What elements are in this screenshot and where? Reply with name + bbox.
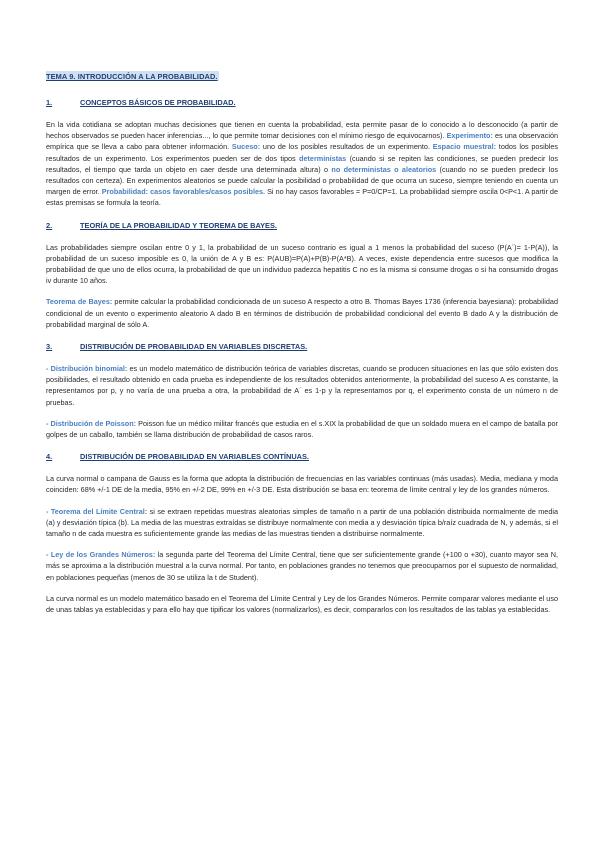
text-run: si se extraen repetidas muestras aleatorias simples de tamaño n a partir de una población distribuida normalmente de media (a) y desviación típica (b). La media de las muestras extraídas se distribuye normalmente con media a y desviación típica b/raíz cuadrada de N, y además, si el tamaño n de cada muestra es suficientemente grande las medias de las muestras tienden a distribuirse normalmente. <box>46 506 558 539</box>
document-page <box>46 66 558 625</box>
text-run: En la vida cotidiana se adoptan muchas decisiones que tienen en cuenta la probabilidad, esta permite pasar de lo conocido a lo desconocido (a partir de hechos observados se pueden hacer inferencias..., lo que permite tomar decisiones con el mínimo riesgo de equivocarnos). <box>46 120 558 141</box>
text-run: es un modelo matemático de distribución teórica de variables discretas, cuando se producen situaciones en las que sólo existen dos posibilidades, el resultado obtenido en cada prueba es independiente de los resultados obtenidos anteriormente, la probabilidad del suceso A es constante, la representamos por p, y no varía de una prueba a otra, la probabilidad de A´ es 1-p y la representamos por q, el experimento consta de un número n de pruebas. <box>46 364 558 407</box>
term-espacio-muestral: Espacio muestral: <box>432 142 497 152</box>
section-number: 2. <box>46 220 53 230</box>
text-run: (cuando no se pueden predecir los resultados con certeza). En experimentos aleatorios se puede calcular la posibilidad o probabilidad de que ocurra un suceso, siempre teniendo en cuenta un margen de error. <box>46 164 558 197</box>
term-deterministas: deterministas <box>299 153 347 163</box>
term-grandes-numeros: - Ley de los Grandes Números: <box>46 550 156 560</box>
term-limite-central: - Teorema del Límite Central: <box>46 506 148 516</box>
section-number: 4. <box>46 452 53 462</box>
section-title: DISTRIBUCIÓN DE PROBABILIDAD EN VARIABLES DISCRETAS. <box>80 342 308 352</box>
term-probabilidad: Probabilidad: casos favorables/casos posibles. <box>101 187 266 197</box>
term-poisson: - Distribución de Poisson: <box>46 418 137 428</box>
paragraph-large-numbers <box>46 549 558 583</box>
paragraph-central-limit <box>46 506 558 540</box>
term-experimento: Experimento: <box>446 131 493 141</box>
paragraph-normal-model: La curva normal es un modelo matemático basado en el Teorema del Límite Central y Ley de los Grandes Números. Permite comparar valores mediante el uso de unas tablas ya establecidas y para ello hay que tipificar los valores (normalizarlos), es decir, compararlos con los resultados de las tablas ya establecidas. <box>46 593 558 615</box>
text-run: todos los posibles resultados de un experimento. Los experimentos pueden ser de dos tipos <box>46 142 558 163</box>
term-binomial: - Distribución binomial: <box>46 364 128 374</box>
paragraph-poisson <box>46 418 558 440</box>
text-run: permite calcular la probabilidad condicionada de un suceso A respecto a otro B. Thomas Bayes 1736 (inferencia bayesiana): probabilidad condicional de un evento o experimento aleatorio A dado B en términos de distribución de probabilidad condicional del evento B dado A y la distribución de probabilidad marginal de sólo A. <box>46 297 558 329</box>
text-run: (cuando si se repiten las condiciones, se pueden predecir los resultados, el tiempo que tarda un objeto en caer desde una determinada altura) o <box>46 153 558 174</box>
text-run: Poisson fue un médico militar francés que estudia en el s.XIX la probabilidad de que un soldado muera en el campo de batalla por golpes de un caballo, también se llama distribución de probabilidad de casos raros. <box>46 418 558 440</box>
term-suceso: Suceso: <box>231 142 261 152</box>
paragraph-probability-theory: Las probabilidades siempre oscilan entre 0 y 1, la probabilidad de un suceso contrario es igual a 1 menos la probabilidad del suceso (P(A´)= 1-P(A)), la probabilidad de un suceso imposible es 0, la unión de A y B es: P(AUB)=P(A)+P(B)-P(A*B). A veces, existe dependencia entre sucesos que modifica la probabilidad de que uno de ellos ocurra, la probabilidad de que un individuo padezca hepatitis C no es la misma si consume drogas o si ha consumido drogas iv durante 10 años. <box>46 242 558 286</box>
section-heading-4 <box>46 452 558 461</box>
section-title: TEORÍA DE LA PROBABILIDAD Y TEOREMA DE BAYES. <box>80 220 277 230</box>
document-title: TEMA 9. INTRODUCCIÓN A LA PROBABILIDAD. <box>46 72 218 81</box>
section-heading-2 <box>46 221 558 230</box>
term-aleatorios: no deterministas o aleatorios <box>331 164 437 174</box>
section-number: 3. <box>46 342 53 352</box>
section-number: 1. <box>46 98 53 107</box>
paragraph-basic-concepts <box>46 119 558 209</box>
section-heading-3 <box>46 342 558 351</box>
text-run: la segunda parte del Teorema del Límite Central, tiene que ser suficientemente grande (+100 o +30), cuanto mayor sea N, más se aproxima a la distribución muestral a la curva normal. Por tanto, en poblaciones grandes no tenemos que preocuparnos por el supuesto de normalidad, en poblaciones pequeñas (menos de 30 se utiliza la t de Student). <box>46 550 558 582</box>
section-title: CONCEPTOS BÁSICOS DE PROBABILIDAD. <box>80 98 236 107</box>
section-heading-1 <box>46 98 558 107</box>
paragraph-bayes <box>46 296 558 330</box>
text-run: es una observación empírica que se lleva a cabo para obtener información. <box>46 131 559 152</box>
text-run: uno de los posibles resultados de un experimento. <box>260 142 433 152</box>
paragraph-binomial <box>46 363 558 408</box>
section-title: DISTRIBUCIÓN DE PROBABILIDAD EN VARIABLES CONTÍNUAS. <box>80 452 309 462</box>
term-teorema-bayes: Teorema de Bayes: <box>46 297 113 307</box>
paragraph-normal-curve: La curva normal o campana de Gauss es la forma que adopta la distribución de frecuencias en las variables continuas (más usadas). Media, mediana y moda coinciden: 68% +/-1 DE de la media, 95% en +/-2 DE, 99% en +/-3 DE. Esta distribución se basa en: teorema de límite central y ley de los grandes números. <box>46 474 558 495</box>
text-run: Si no hay casos favorables = P=0/CP=1. La probabilidad siempre oscila 0<P<1. A partir de estas premisas se formula la teoría. <box>46 187 558 208</box>
